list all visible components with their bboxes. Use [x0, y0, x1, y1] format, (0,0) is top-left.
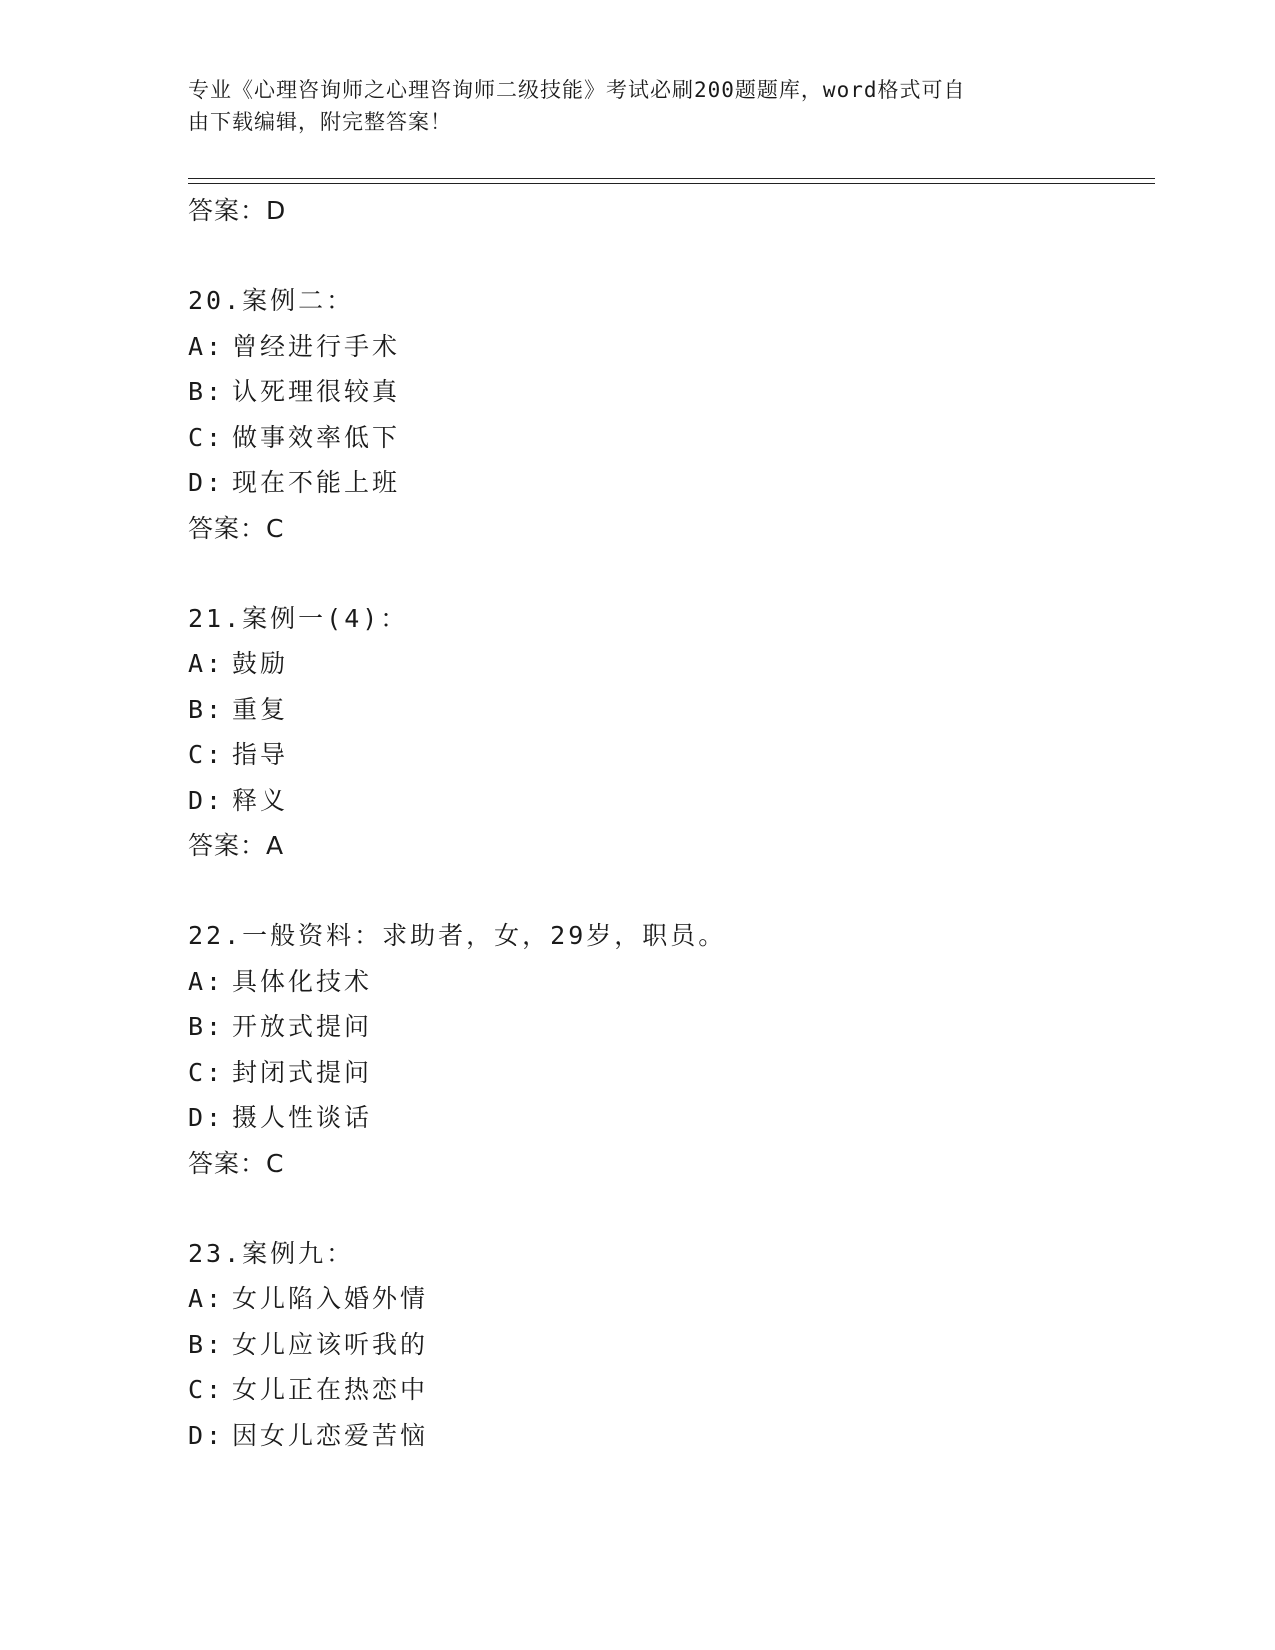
header-line-2: 由下载编辑，附完整答案！: [188, 110, 452, 134]
option-text: 重复: [232, 694, 289, 724]
question-list: [188, 188, 1138, 1458]
option-d: [188, 1413, 1138, 1459]
option-c: [188, 1367, 1138, 1413]
header-divider-top: [188, 178, 1155, 179]
option-a: [188, 959, 1138, 1005]
option-b: [188, 687, 1138, 733]
option-text: 具体化技术: [232, 966, 373, 996]
option-letter: C:: [188, 1057, 225, 1087]
option-a: [188, 1276, 1138, 1322]
option-d: [188, 460, 1138, 506]
option-b: [188, 1322, 1138, 1368]
answer-line: 答案：C: [188, 513, 285, 543]
option-text: 释义: [232, 785, 289, 815]
option-text: 女儿正在热恋中: [232, 1375, 429, 1404]
option-letter: D:: [188, 785, 225, 815]
answer-line: 答案：C: [188, 1148, 285, 1178]
answer-line: 答案：D: [188, 196, 287, 225]
option-letter: B:: [188, 694, 225, 724]
option-c: [188, 1050, 1138, 1096]
option-letter: B:: [188, 1329, 225, 1359]
option-letter: C:: [188, 1375, 225, 1404]
header-divider-bottom: [188, 183, 1155, 184]
answer-line: 答案：A: [188, 831, 285, 860]
option-letter: A:: [188, 331, 225, 361]
option-letter: B:: [188, 377, 225, 406]
question-item: [188, 1231, 1138, 1459]
option-text: 做事效率低下: [232, 422, 401, 452]
option-text: 开放式提问: [232, 1012, 373, 1041]
question-item: [188, 278, 1138, 552]
option-letter: D:: [188, 1103, 225, 1132]
option-text: 认死理很较真: [232, 377, 401, 406]
option-letter: A:: [188, 966, 225, 996]
question-stem: 22.一般资料：求助者，女，29岁，职员。: [188, 921, 727, 950]
option-letter: D:: [188, 1420, 225, 1450]
option-c: [188, 415, 1138, 461]
option-text: 封闭式提问: [232, 1057, 373, 1087]
option-text: 女儿陷入婚外情: [232, 1284, 429, 1313]
option-text: 现在不能上班: [232, 468, 401, 497]
option-d: [188, 778, 1138, 824]
question-stem: 21.案例一(4)：: [188, 603, 409, 633]
question-stem: 23.案例九：: [188, 1238, 355, 1268]
option-text: 女儿应该听我的: [232, 1329, 429, 1359]
header-line-1: 专业《心理咨询师之心理咨询师二级技能》考试必刷200题题库，word格式可自: [188, 78, 966, 102]
option-letter: A:: [188, 1284, 225, 1313]
option-c: [188, 732, 1138, 778]
option-letter: A:: [188, 649, 225, 678]
option-text: 鼓励: [232, 649, 289, 678]
option-letter: B:: [188, 1012, 225, 1041]
option-a: [188, 324, 1138, 370]
option-letter: C:: [188, 422, 225, 452]
question-item: [188, 596, 1138, 870]
option-b: [188, 369, 1138, 415]
option-d: [188, 1095, 1138, 1141]
document-header: [188, 74, 1088, 138]
option-letter: C:: [188, 740, 225, 769]
option-a: [188, 641, 1138, 687]
option-text: 摄人性谈话: [232, 1103, 373, 1132]
option-text: 指导: [232, 740, 289, 769]
option-letter: D:: [188, 468, 225, 497]
option-text: 曾经进行手术: [232, 331, 401, 361]
question-stem: 20.案例二：: [188, 286, 355, 315]
question-item: [188, 913, 1138, 1187]
option-text: 因女儿恋爱苦恼: [232, 1420, 429, 1450]
option-b: [188, 1004, 1138, 1050]
